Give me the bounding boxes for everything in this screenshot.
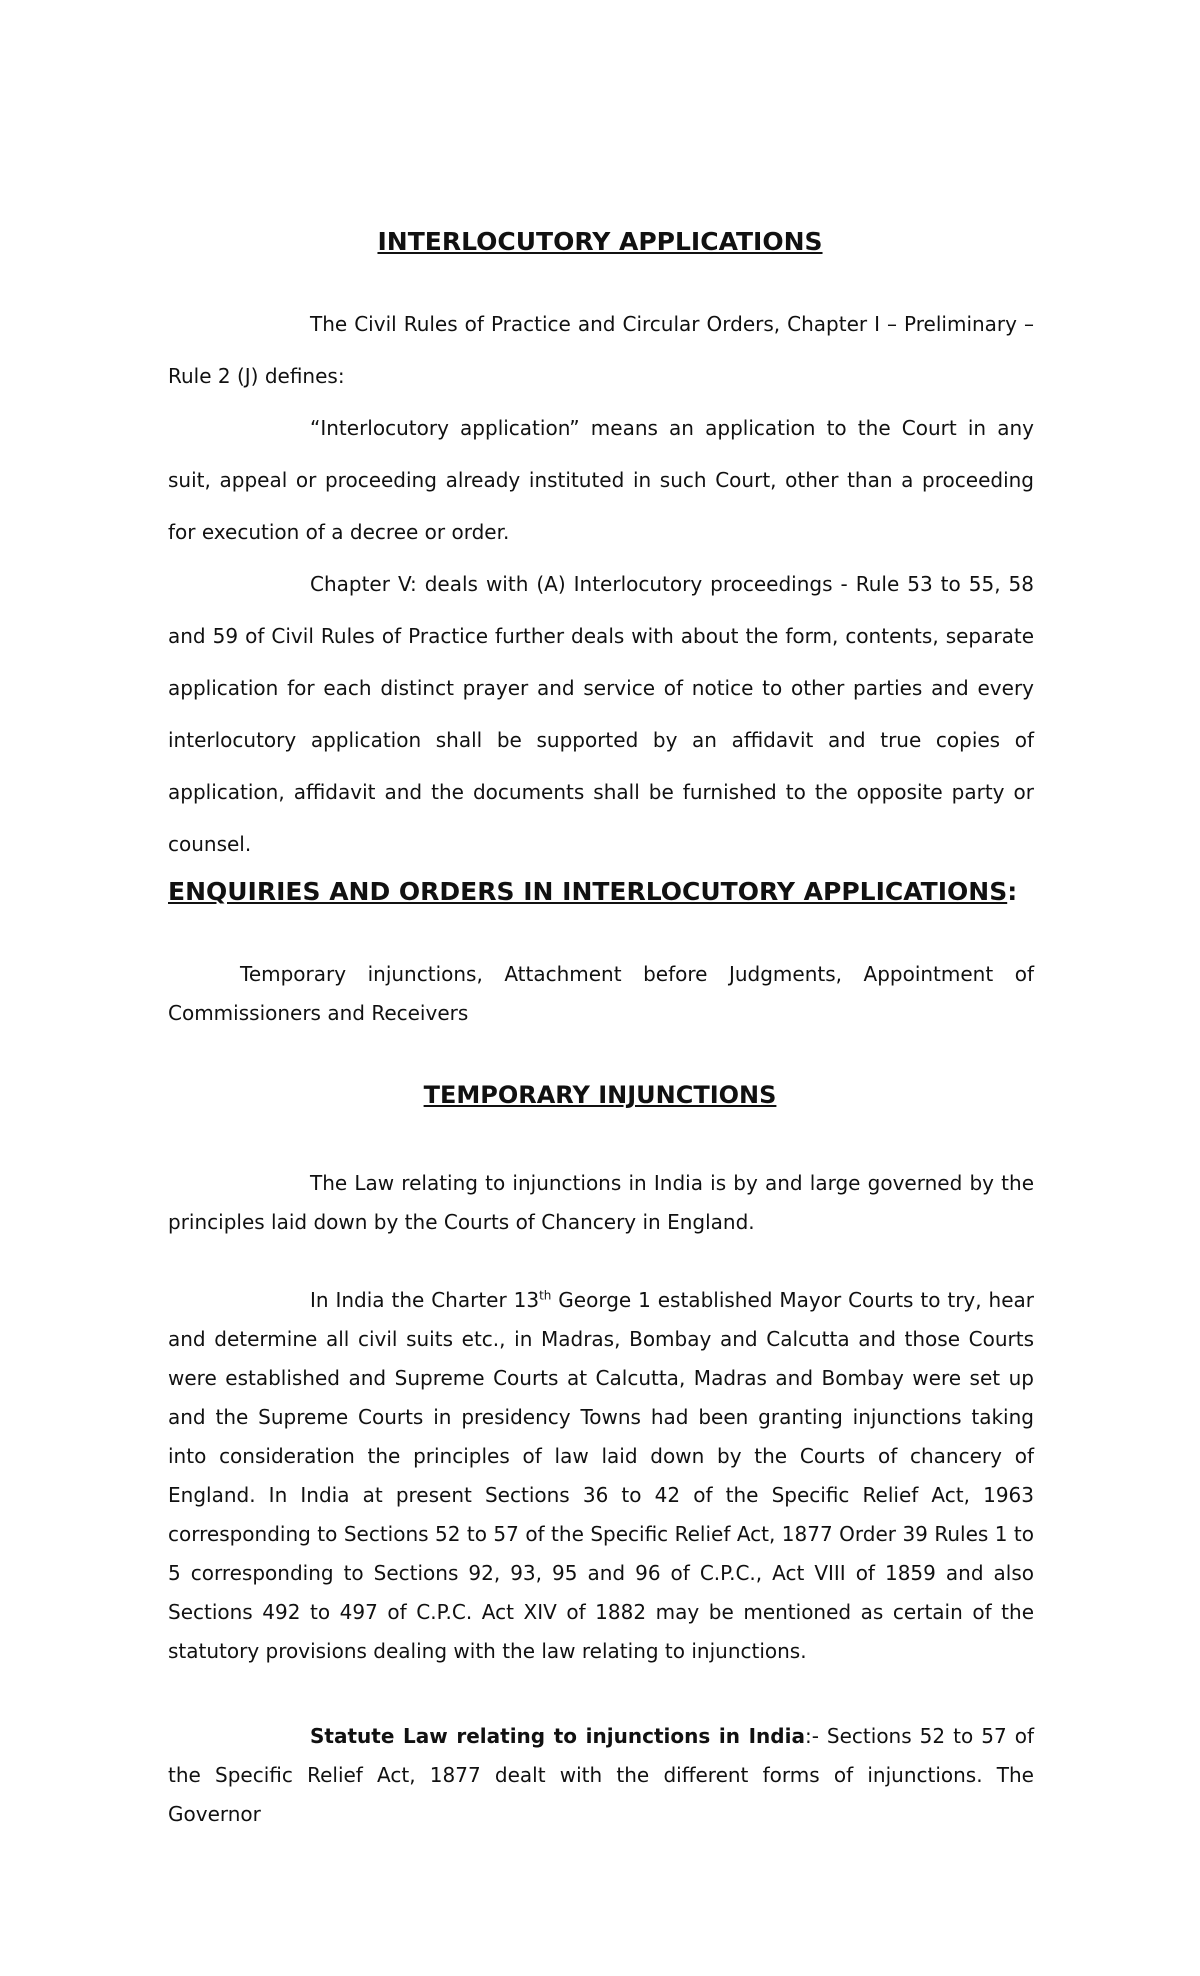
enquiries-heading [168, 872, 1017, 912]
charter-text-rest: George 1 established Mayor Courts to try, hear and determine all civil suits etc., in Madras, Bombay and Calcutta and those Courts were established and Supreme Courts at Calcutta, Madras and Bombay were set up and the Supreme Courts in presidency Towns had been granting injunctions taking into consideration the principles of law laid down by the Courts of chancery of England. In India at present Sections 36 to 42 of the Specific Relief Act, 1963 corresponding to Sections 52 to 57 of the Specific Relief Act, 1877 Order 39 Rules 1 to 5 corresponding to Sections 92, 93, 95 and 96 of C.P.C., Act VIII of 1859 and also Sections 492 to 497 of C.P.C. Act XIV of 1882 may be mentioned as certain of the statutory provisions dealing with the law relating to injunctions. [168, 1288, 1034, 1663]
enquiries-heading-colon: : [1007, 877, 1018, 906]
statute-lead-bold: Statute Law relating to injunctions in India [310, 1724, 805, 1748]
statute-paragraph [168, 1717, 1034, 1834]
charter-text-start: In India the Charter 13 [310, 1288, 540, 1312]
definition-paragraph: “Interlocutory application” means an application to the Court in any suit, appeal or proceeding already instituted in such Court, other than a proceeding for execution of a decree or order. [168, 416, 1034, 544]
page-title: INTERLOCUTORY APPLICATIONS [377, 227, 823, 256]
temporary-injunctions-heading: TEMPORARY INJUNCTIONS [423, 1081, 777, 1109]
statute-text-rest: :- Sections 52 to 57 of the Specific Relief Act, 1877 dealt with the different forms of injunctions. The Governor [168, 1724, 1034, 1826]
enquiry-types-paragraph: Temporary injunctions, Attachment before Judgments, Appointment of Commissioners and Receivers [168, 962, 1034, 1025]
intro-paragraph: The Civil Rules of Practice and Circular Orders, Chapter I – Preliminary – Rule 2 (J) defines: [168, 312, 1034, 388]
chapter-v-paragraph: Chapter V: deals with (A) Interlocutory proceedings - Rule 53 to 55, 58 and 59 of Civil Rules of Practice further deals with about the form, contents, separate application for each distinct prayer and service of notice to other parties and every interlocutory application shall be supported by an affidavit and true copies of application, affidavit and the documents shall be furnished to the opposite party or counsel. [168, 572, 1034, 856]
law-relating-paragraph: The Law relating to injunctions in India is by and large governed by the principles laid down by the Courts of Chancery in England. [168, 1171, 1034, 1234]
charter-paragraph [168, 1281, 1034, 1671]
charter-superscript: th [539, 1288, 552, 1303]
enquiries-heading-text: ENQUIRIES AND ORDERS IN INTERLOCUTORY APPLICATIONS [168, 877, 1008, 906]
